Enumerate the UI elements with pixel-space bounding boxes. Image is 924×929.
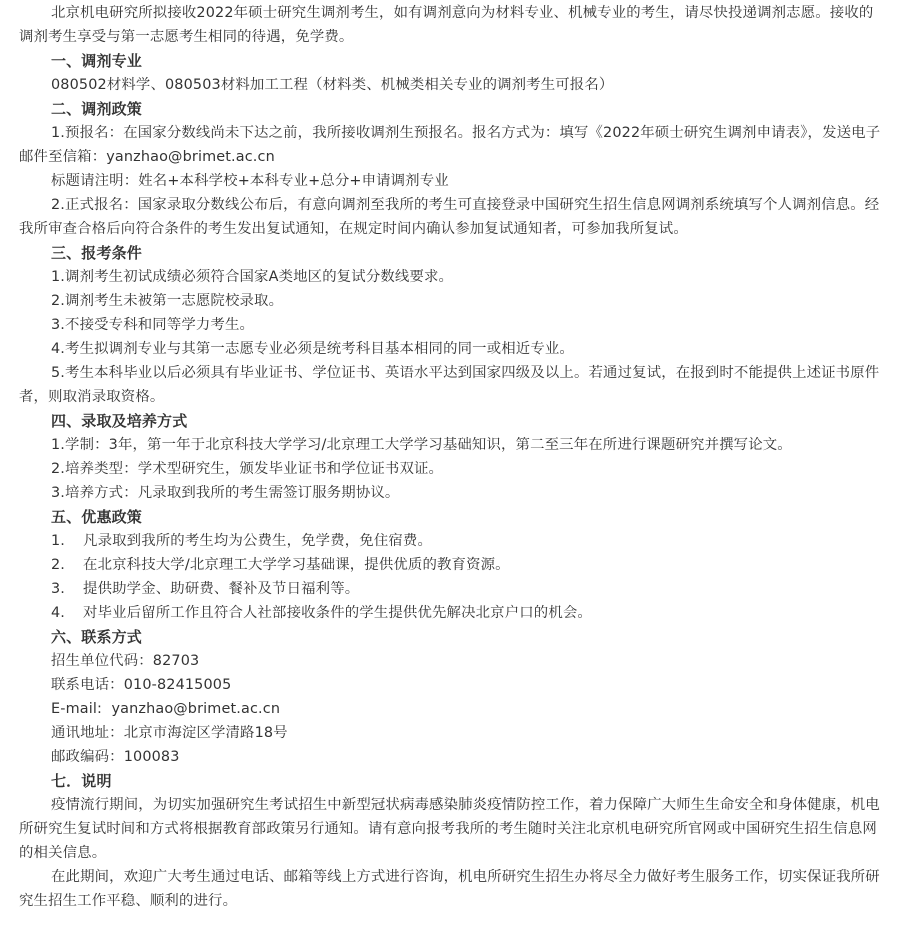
section-heading-conditions: 三、报考条件	[51, 244, 142, 262]
condition-item: 3.不接受专科和同等学力考生。	[51, 317, 255, 333]
benefit-number: 3.	[51, 581, 66, 597]
benefit-number: 4.	[51, 605, 66, 621]
address-text: 通讯地址：北京市海淀区学清路18号	[51, 725, 288, 741]
unit-code-text: 招生单位代码：82703	[51, 653, 200, 669]
condition-item: 5.考生本科毕业以后必须具有毕业证书、学位证书、英语水平达到国家四级及以上。若通过复试，在报到时不能提供上述证书原件者，则取消录取资格。	[19, 365, 880, 405]
section-heading-benefits: 五、优惠政策	[51, 508, 142, 526]
benefit-number: 1.	[51, 533, 66, 549]
intro-paragraph: 北京机电研究所拟接收2022年硕士研究生调剂考生，如有调剂意向为材料专业、机械专业的考生，请尽快投递调剂志愿。接收的调剂考生享受与第一志愿考生相同的待遇，免学费。	[19, 5, 874, 45]
benefit-text: 在北京科技大学/北京理工大学学习基础课，提供优质的教育资源。	[83, 557, 510, 573]
notice-document	[19, 0, 885, 913]
benefit-item	[19, 601, 885, 625]
section-heading-admission: 四、录取及培养方式	[51, 412, 188, 430]
pre-apply-text: 1.预报名：在国家分数线尚未下达之前，我所接收调剂生预报名。报名方式为：填写《2022年硕士研究生调剂申请表》，发送电子邮件至信箱：yanzhao@brimet.ac.cn	[19, 125, 881, 165]
notes-paragraph: 在此期间，欢迎广大考生通过电话、邮箱等线上方式进行咨询，机电所研究生招生办将尽全力做好考生服务工作，切实保证我所研究生招生工作平稳、顺利的进行。	[19, 869, 880, 909]
condition-item: 4.考生拟调剂专业与其第一志愿专业必须是统考科目基本相同的同一或相近专业。	[51, 341, 574, 357]
benefit-text: 凡录取到我所的考生均为公费生，免学费，免住宿费。	[83, 533, 433, 549]
admission-item: 1.学制：3年，第一年于北京科技大学学习/北京理工大学学习基础知识，第二至三年在所进行课题研究并撰写论文。	[51, 437, 792, 453]
section-heading-notes: 七．说明	[51, 772, 112, 790]
postcode-text: 邮政编码：100083	[51, 749, 180, 765]
benefit-text: 对毕业后留所工作且符合人社部接收条件的学生提供优先解决北京户口的机会。	[83, 605, 592, 621]
benefit-text: 提供助学金、助研费、餐补及节日福利等。	[83, 581, 360, 597]
email-text: E-mail: yanzhao@brimet.ac.cn	[51, 701, 281, 717]
section-heading-policy: 二、调剂政策	[51, 100, 142, 118]
admission-item: 3.培养方式：凡录取到我所的考生需签订服务期协议。	[51, 485, 400, 501]
majors-text: 080502材料学、080503材料加工工程（材料类、机械类相关专业的调剂考生可报名）	[51, 77, 614, 93]
benefit-item	[19, 577, 885, 601]
benefit-item	[19, 529, 885, 553]
benefit-number: 2.	[51, 557, 66, 573]
condition-item: 1.调剂考生初试成绩必须符合国家A类地区的复试分数线要求。	[51, 269, 454, 285]
condition-item: 2.调剂考生未被第一志愿院校录取。	[51, 293, 284, 309]
phone-text: 联系电话：010-82415005	[51, 677, 232, 693]
section-heading-majors: 一、调剂专业	[51, 52, 142, 70]
benefit-item	[19, 553, 885, 577]
formal-apply-text: 2.正式报名：国家录取分数线公布后，有意向调剂至我所的考生可直接登录中国研究生招生信息网调剂系统填写个人调剂信息。经我所审查合格后向符合条件的考生发出复试通知，在规定时间内确认参加复试通知者，可参加我所复试。	[19, 197, 880, 237]
section-heading-contact: 六、联系方式	[51, 628, 142, 646]
subject-note-text: 标题请注明：姓名+本科学校+本科专业+总分+申请调剂专业	[51, 173, 449, 189]
notes-paragraph: 疫情流行期间，为切实加强研究生考试招生中新型冠状病毒感染肺炎疫情防控工作，着力保障广大师生生命安全和身体健康，机电所研究生复试时间和方式将根据教育部政策另行通知。请有意向报考我所的考生随时关注北京机电研究所官网或中国研究生招生信息网的相关信息。	[19, 797, 880, 861]
admission-item: 2.培养类型：学术型研究生，颁发毕业证书和学位证书双证。	[51, 461, 444, 477]
